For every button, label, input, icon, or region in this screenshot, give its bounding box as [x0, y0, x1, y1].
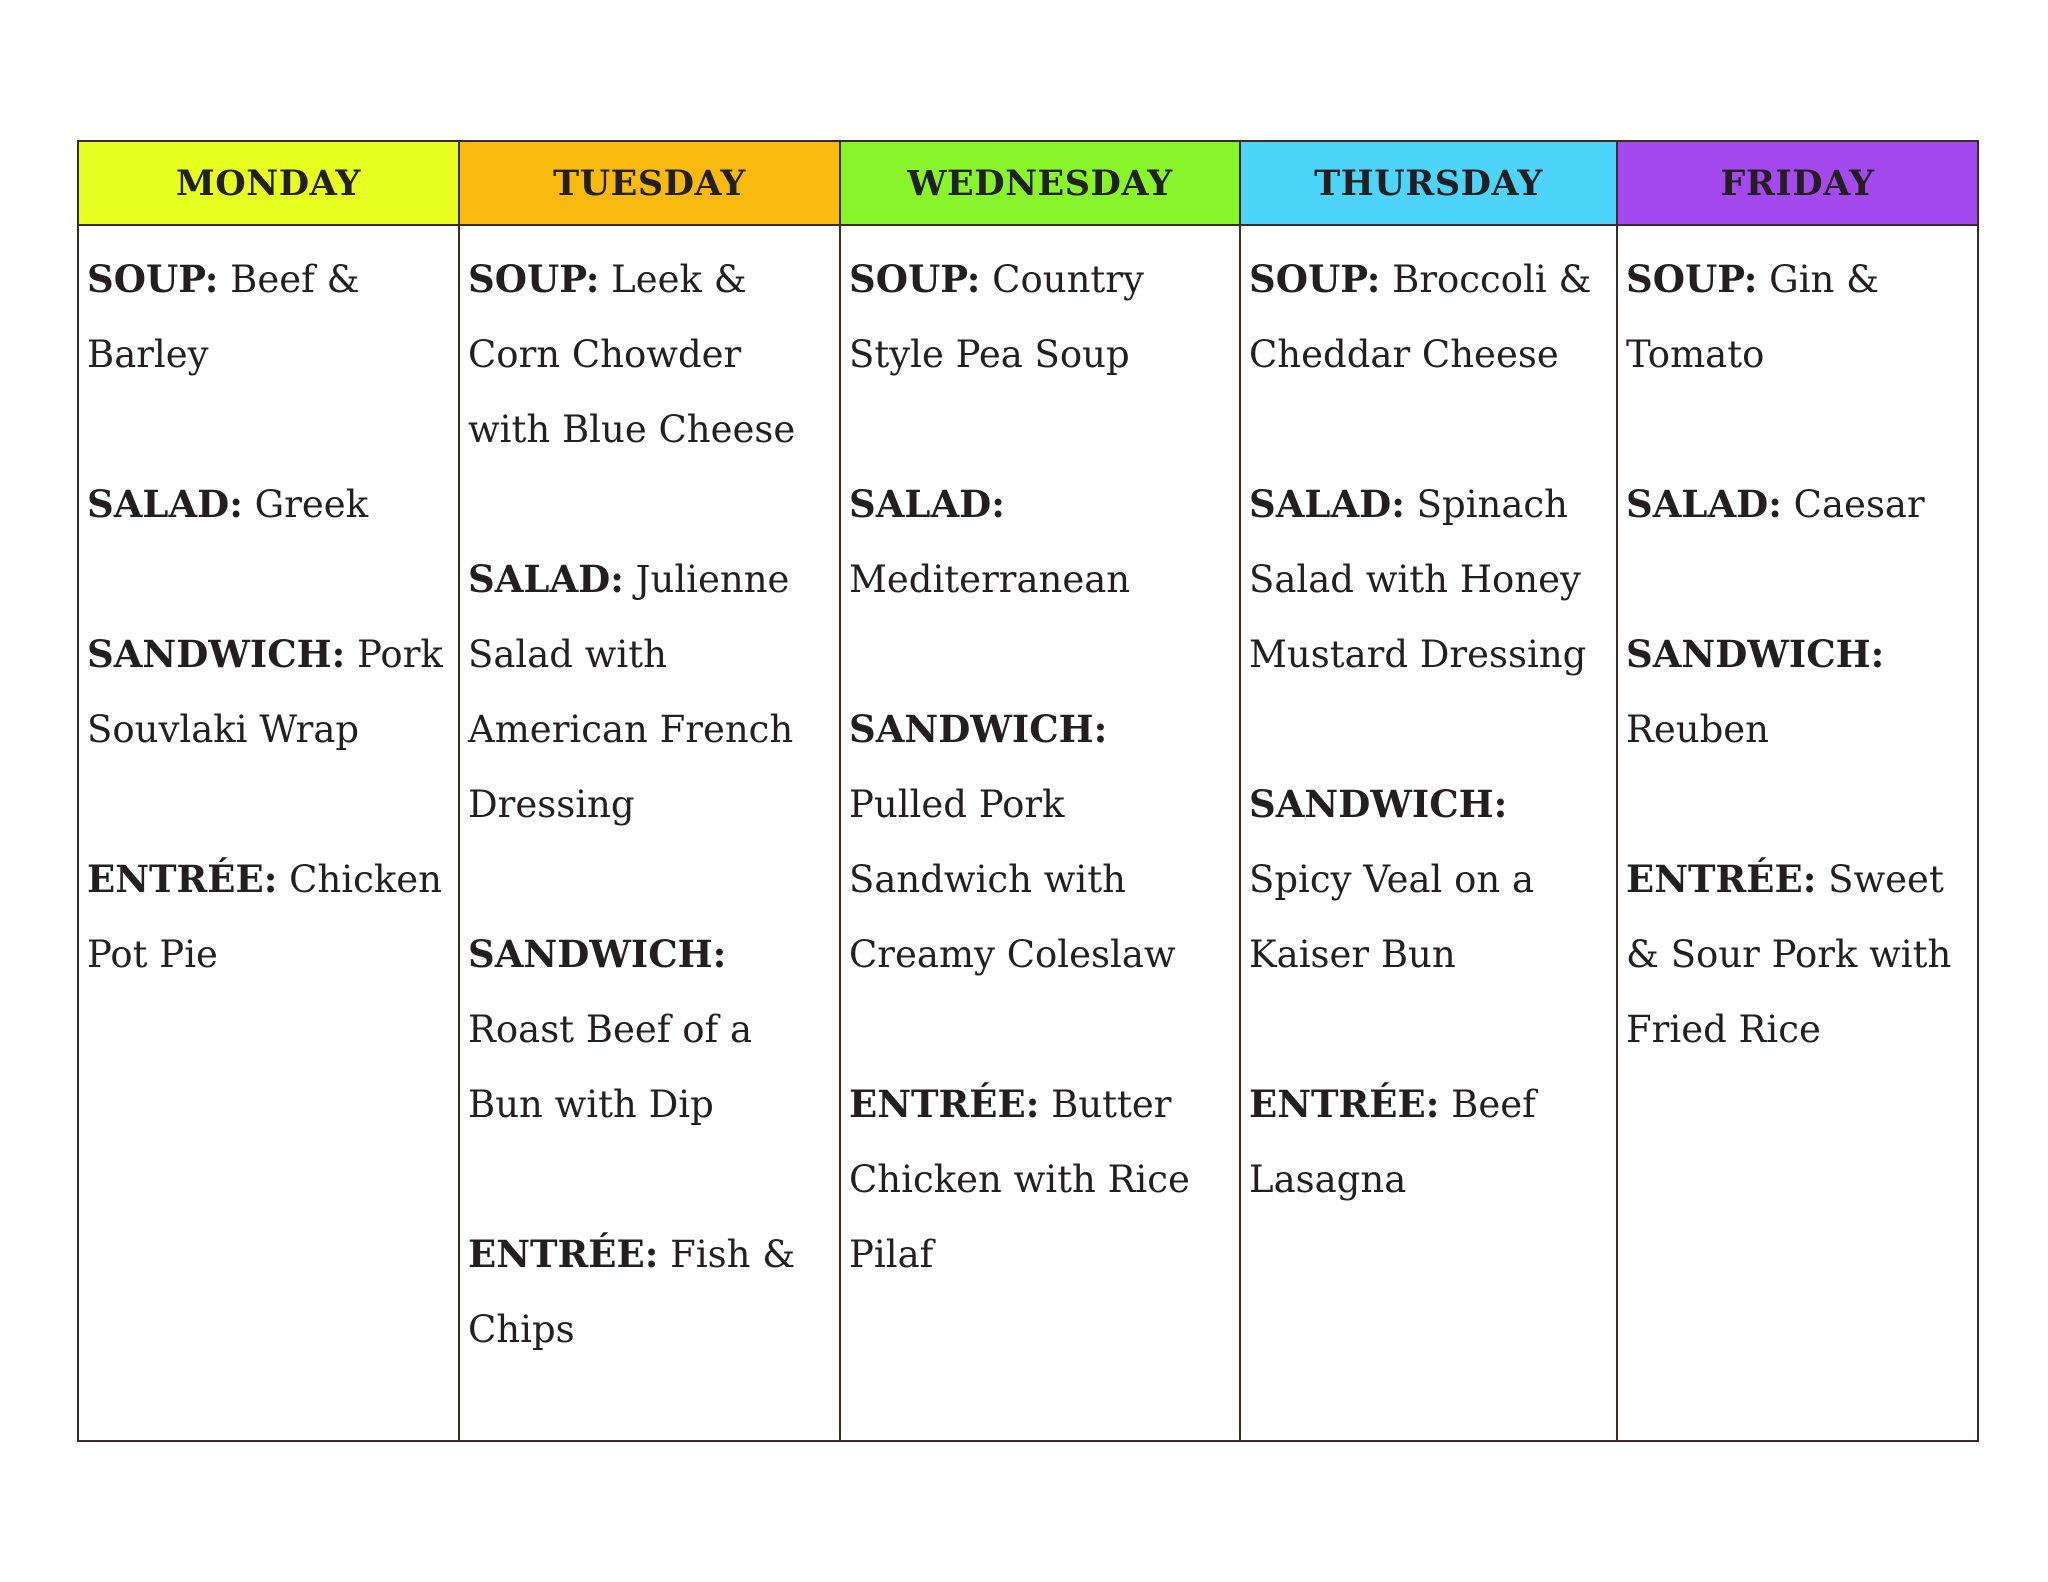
soup-item: SOUP: Broccoli & Cheddar Cheese — [1249, 257, 1592, 376]
salad-item: SALAD: Greek — [87, 482, 369, 526]
salad-item: SALAD: Caesar — [1626, 482, 1925, 526]
entree-item: ENTRÉE: Fish & Chips — [468, 1232, 796, 1351]
sandwich-value: Spicy Veal on a Kaiser Bun — [1249, 858, 1535, 976]
entree-value: Fish & Chips — [468, 1233, 796, 1351]
salad-value: Greek — [254, 483, 369, 526]
day-header-wednesday: WEDNESDAY — [840, 141, 1240, 225]
day-header-row — [78, 141, 1978, 225]
soup-value: Leek & Corn Chowder with Blue Cheese — [468, 258, 796, 451]
sandwich-value: Reuben — [1626, 708, 1769, 751]
sandwich-item: SANDWICH: Pork Souvlaki Wrap — [87, 632, 443, 751]
sandwich-item: SANDWICH: Spicy Veal on a Kaiser Bun — [1249, 782, 1535, 976]
soup-item: SOUP: Leek & Corn Chowder with Blue Cheese — [468, 257, 796, 451]
salad-value: Caesar — [1793, 483, 1925, 526]
sandwich-value: Roast Beef of a Bun with Dip — [468, 1008, 753, 1126]
salad-value: Mediterranean — [849, 558, 1131, 601]
soup-value: Gin & Tomato — [1626, 258, 1880, 376]
entree-value: Butter Chicken with Rice Pilaf — [849, 1083, 1190, 1276]
day-header-thursday: THURSDAY — [1240, 141, 1617, 225]
entree-value: Chicken Pot Pie — [87, 858, 442, 976]
soup-value: Beef & Barley — [87, 258, 360, 376]
day-header-tuesday: TUESDAY — [459, 141, 840, 225]
entree-value: Sweet & Sour Pork with Fried Rice — [1626, 858, 1952, 1051]
entree-item: ENTRÉE: Chicken Pot Pie — [87, 857, 442, 976]
sandwich-value: Pork Souvlaki Wrap — [87, 633, 443, 751]
entree-item: ENTRÉE: Butter Chicken with Rice Pilaf — [849, 1082, 1190, 1276]
salad-item: SALAD: Julienne Salad with American French Dressing — [468, 557, 794, 826]
soup-value: Country Style Pea Soup — [849, 258, 1144, 376]
sandwich-value: Pulled Pork Sandwich with Creamy Coleslaw — [849, 783, 1176, 976]
weekly-menu-table — [77, 140, 1979, 1442]
sandwich-item: SANDWICH: Reuben — [1626, 632, 1885, 751]
menu-cell-friday — [1617, 225, 1978, 1441]
soup-value: Broccoli & Cheddar Cheese — [1249, 258, 1592, 376]
soup-item: SOUP: Beef & Barley — [87, 257, 360, 376]
menu-cell-monday — [78, 225, 459, 1441]
menu-cell-tuesday — [459, 225, 840, 1441]
entree-value: Beef Lasagna — [1249, 1083, 1536, 1201]
salad-value: Julienne Salad with American French Dressing — [468, 558, 794, 826]
entree-item: ENTRÉE: Sweet & Sour Pork with Fried Rice — [1626, 857, 1952, 1051]
soup-item: SOUP: Gin & Tomato — [1626, 257, 1880, 376]
sandwich-item: SANDWICH: Roast Beef of a Bun with Dip — [468, 932, 753, 1126]
soup-item: SOUP: Country Style Pea Soup — [849, 257, 1144, 376]
menu-cell-wednesday — [840, 225, 1240, 1441]
menu-items-row — [78, 225, 1978, 1441]
entree-item: ENTRÉE: Beef Lasagna — [1249, 1082, 1536, 1201]
menu-cell-thursday — [1240, 225, 1617, 1441]
day-header-friday: FRIDAY — [1617, 141, 1978, 225]
salad-item: SALAD: Spinach Salad with Honey Mustard Dressing — [1249, 482, 1587, 676]
salad-item: SALAD: Mediterranean — [849, 482, 1131, 601]
salad-value: Spinach Salad with Honey Mustard Dressing — [1249, 483, 1587, 676]
sandwich-item: SANDWICH: Pulled Pork Sandwich with Creamy Coleslaw — [849, 707, 1176, 976]
day-header-monday: MONDAY — [78, 141, 459, 225]
